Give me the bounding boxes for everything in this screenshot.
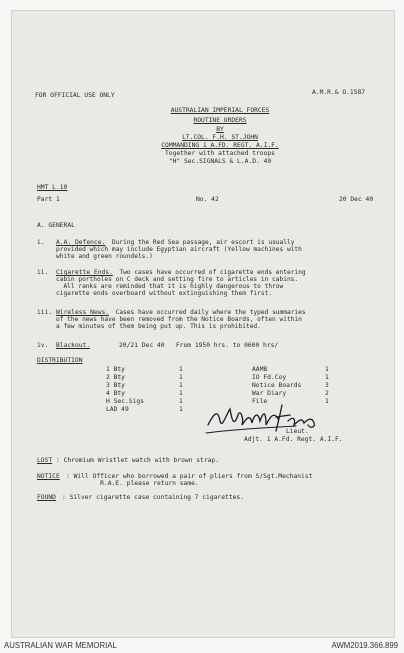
title-line-3: BY bbox=[216, 126, 224, 133]
section-heading: A. GENERAL bbox=[37, 222, 75, 229]
official-use-label: FOR OFFICIAL USE ONLY bbox=[35, 92, 115, 99]
distribution-unit: 1 Bty bbox=[106, 366, 125, 373]
title-line-6: Together with attached troops bbox=[165, 150, 275, 157]
item-number: iv. bbox=[37, 342, 49, 349]
title-line-5: COMMANDING 1 A.FD. REGT. A.I.F. bbox=[161, 142, 279, 149]
item-body: Cases have occurred daily where the typed summaries of the news have been removed from the Notice Boards, often within a few minutes of them being put up. This is prohibited. bbox=[56, 309, 306, 331]
distribution-copies: 1 bbox=[325, 366, 329, 373]
order-date: 20 Dec 40 bbox=[339, 196, 374, 203]
distribution-unit: File bbox=[252, 398, 268, 405]
distribution-copies: 2 bbox=[325, 390, 329, 397]
item-body: Two cases have occurred of cigarette ends entering cabin portholes on C deck and setting fire to articles in cabins. All ranks are reminded that it is highly dangerous to throw cigarette ends overboard without extinguishing them first. bbox=[56, 269, 306, 298]
distribution-copies: 1 bbox=[179, 398, 183, 405]
part-label: Part 1 bbox=[37, 196, 60, 203]
signature-title: Adjt. 1 A.Fd. Regt. A.I.F. bbox=[244, 436, 343, 443]
distribution-copies: 1 bbox=[325, 374, 329, 381]
hmt-reference: HMT L.10 bbox=[37, 184, 68, 191]
title-line-1: AUSTRALIAN IMPERIAL FORCES bbox=[170, 107, 270, 114]
distribution-copies: 1 bbox=[179, 382, 183, 389]
item-body: During the Red Sea passage, air escort is usually provided which may include Egyptian aircraft (Yellow machines with white and green roundels.) bbox=[56, 239, 302, 261]
distribution-copies: 1 bbox=[179, 390, 183, 397]
item-heading: A.A. Defence. bbox=[56, 239, 106, 246]
item-heading: Cigarette Ends. bbox=[56, 269, 113, 276]
document-reference: A.M.R.& O.1587 bbox=[312, 89, 366, 96]
distribution-unit: IO Fd.Coy bbox=[252, 374, 287, 381]
notice-heading: NOTICE bbox=[37, 473, 60, 480]
found-text: : Silver cigarette case containing 7 cigarettes. bbox=[62, 494, 244, 501]
item-number: i. bbox=[37, 239, 45, 246]
title-line-2: ROUTINE ORDERS bbox=[193, 117, 247, 124]
order-number: No. 42 bbox=[196, 196, 219, 203]
item-text bbox=[56, 269, 306, 297]
distribution-copies: 1 bbox=[179, 374, 183, 381]
distribution-unit: 4 Bty bbox=[106, 390, 125, 397]
distribution-copies: 1 bbox=[179, 366, 183, 373]
title-line-7: "H" Sec.SIGNALS & L.A.D. 49 bbox=[168, 158, 272, 165]
signature-rank: Lieut. bbox=[286, 428, 309, 435]
item-heading: Blackout. bbox=[56, 342, 91, 349]
footer-accession: AWM2019.366.899 bbox=[331, 641, 398, 650]
distribution-unit: 3 Bty bbox=[106, 382, 125, 389]
item-number: iii. bbox=[37, 309, 53, 316]
distribution-unit: AAMB bbox=[252, 366, 268, 373]
item-body: 20/21 Dec 40 From 1950 hrs. to 0600 hrs/ bbox=[119, 342, 279, 349]
lost-text: : Chromium Wristlet watch with brown strap. bbox=[56, 457, 220, 464]
footer-bar bbox=[0, 638, 404, 653]
distribution-copies: 1 bbox=[179, 406, 183, 413]
notice-text: : Will Officer who borrowed a pair of pliers from S/Sgt.Mechanist R.A.E. please return same. bbox=[66, 473, 313, 488]
signature-text: Wilfred Fees bbox=[204, 395, 212, 396]
item-heading: Wireless News. bbox=[56, 309, 110, 316]
lost-heading: LOST bbox=[37, 457, 53, 464]
item-number: ii. bbox=[37, 269, 49, 276]
distribution-unit: LAD 49 bbox=[106, 406, 129, 413]
distribution-unit: War Diary bbox=[252, 390, 287, 397]
distribution-unit: H Sec.Sigs bbox=[106, 398, 144, 405]
distribution-copies: 1 bbox=[325, 398, 329, 405]
distribution-copies: 3 bbox=[325, 382, 329, 389]
found-heading: FOUND bbox=[37, 494, 56, 501]
distribution-heading: DISTRIBUTION bbox=[37, 357, 83, 364]
title-line-4: LT.COL. F.H. ST.JOHN bbox=[182, 134, 258, 141]
distribution-unit: 2 Bty bbox=[106, 374, 125, 381]
item-text bbox=[56, 309, 306, 330]
footer-institution: AUSTRALIAN WAR MEMORIAL bbox=[4, 641, 117, 650]
distribution-unit: Notice Boards bbox=[252, 382, 302, 389]
item-text bbox=[56, 239, 302, 260]
